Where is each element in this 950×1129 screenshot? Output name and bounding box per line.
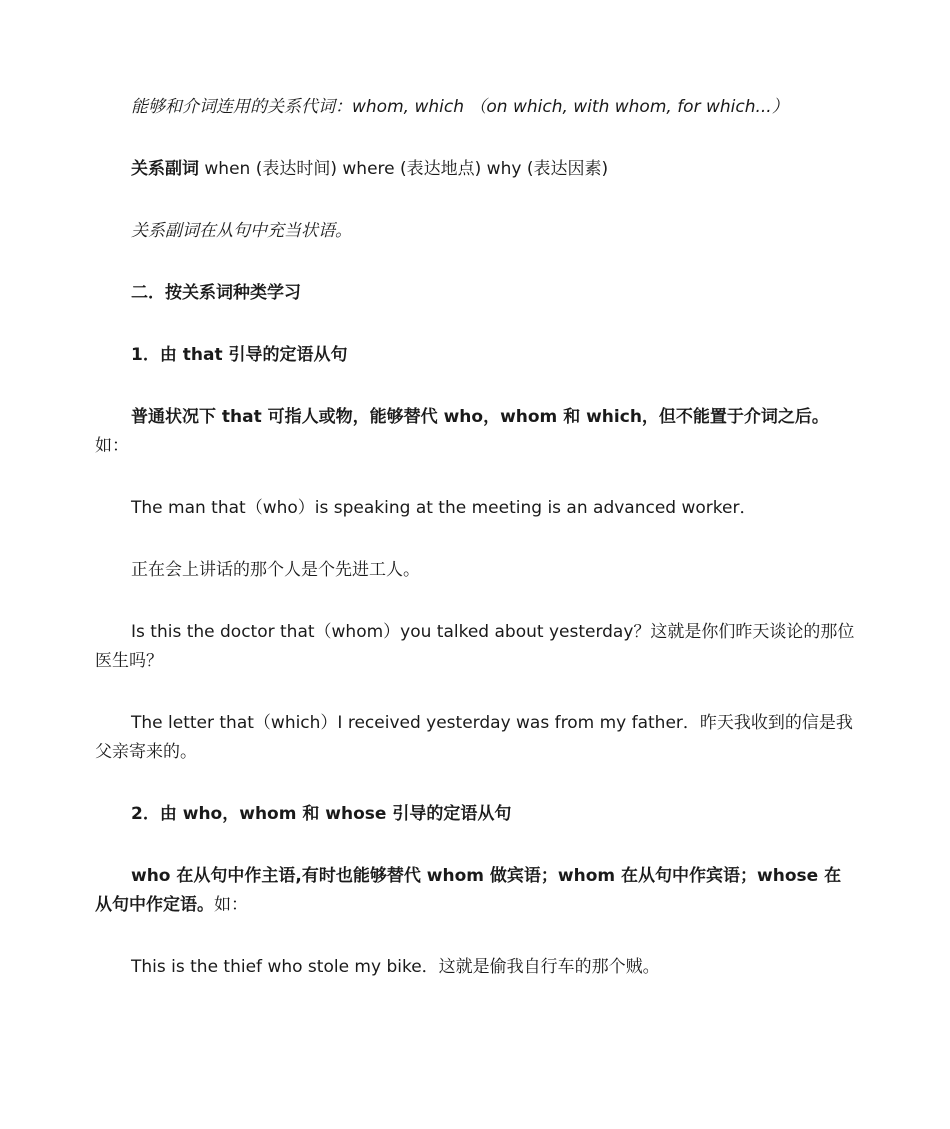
relative-adverbs-list: when (表达时间) where (表达地点) why (表达因素) [199,159,609,179]
rule-text: who 在从句中作主语,有时也能够替代 whom 做宾语；whom 在从句中作宾语；whose 在从句中作定语。 [95,866,842,915]
subheading-that-clauses [95,341,857,370]
example-text: This is the thief who stole my bike．这就是偷我自行车的那个贼。 [131,957,660,977]
paragraph-relative-adverbs [95,155,857,184]
subheading-who-whom-whose [95,800,857,829]
paragraph-text: 能够和介词连用的关系代词：whom, which （on which, with whom, for which...） [131,97,789,117]
section-heading-2 [95,279,857,308]
paragraph-who-whom-whose-rule [95,862,857,920]
example-sentence-man [95,494,857,523]
heading-text: 1．由 that 引导的定语从句 [131,345,348,365]
paragraph-text: 关系副词在从句中充当状语。 [131,221,352,241]
example-sentence-thief [95,953,857,982]
example-sentence-doctor [95,618,857,676]
example-sentence-letter [95,709,857,767]
paragraph-that-rule [95,403,857,461]
example-lead: 如： [95,436,129,456]
example-lead: 如： [214,895,248,915]
paragraph-relative-adverbs-function [95,217,857,246]
heading-text: 2．由 who，whom 和 whose 引导的定语从句 [131,804,512,824]
example-text: The letter that（which）I received yesterday was from my father．昨天我收到的信是我父亲寄来的。 [95,713,853,762]
example-text: The man that（who）is speaking at the meeting is an advanced worker． [131,498,757,518]
example-text: Is this the doctor that（whom）you talked about yesterday？这就是你们昨天谈论的那位医生吗？ [95,622,855,671]
example-translation-man [95,556,857,585]
relative-adverbs-term: 关系副词 [131,159,199,179]
heading-text: 二．按关系词种类学习 [131,283,301,303]
rule-text: 普通状况下 that 可指人或物，能够替代 who，whom 和 which，但不能置于介词之后。 [131,407,829,427]
translation-text: 正在会上讲话的那个人是个先进工人。 [131,560,420,580]
paragraph-prepositional-relative-pronouns [95,93,857,122]
